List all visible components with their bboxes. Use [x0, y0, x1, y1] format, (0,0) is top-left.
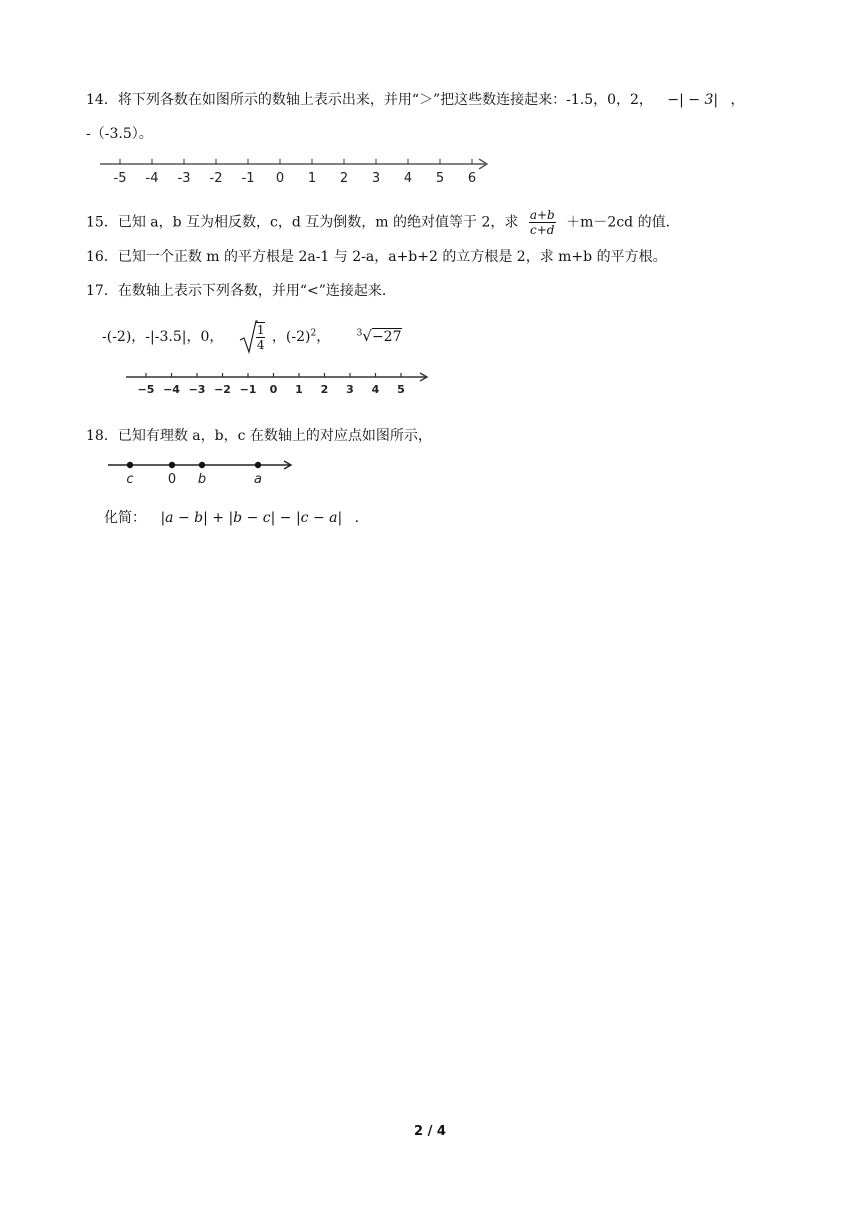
q17-tick-label: −3 [188, 383, 206, 396]
q18-point-origin [169, 462, 175, 468]
q14-tick-label: 4 [403, 171, 413, 186]
q18-point-label: c [126, 472, 134, 487]
q15-suffix: ＋m－2cd 的值. [566, 214, 671, 231]
q15-fraction-denominator: c+d [530, 223, 555, 237]
q18-text: 18．已知有理数 a，b，c 在数轴上的对应点如图所示， [86, 428, 432, 444]
q18-simplify [104, 508, 359, 528]
sqrt-sign-icon [238, 320, 258, 354]
q18-expression: |a − b| + |b − c| − |c − a| [160, 510, 343, 526]
q17-numbers-prefix: -(-2)，-|-3.5|，0， [102, 329, 224, 345]
q15-fraction [529, 208, 556, 237]
q17-power-base: ，(-2) [271, 329, 311, 345]
q18-point-c [127, 462, 133, 468]
q17-cbrt-radicand: −27 [371, 329, 402, 345]
q18-point-b [199, 462, 205, 468]
q18-point-a [255, 462, 261, 468]
q18-expression-tail: . [354, 510, 360, 526]
q14-text: 14．将下列各数在如图所示的数轴上表示出来，并用“＞”把这些数连接起来：-1.5，0，2， [86, 92, 653, 108]
q17-comma: ， [316, 329, 331, 345]
q17-tick-label: 4 [371, 383, 380, 396]
q18-point-label: a [254, 472, 262, 487]
q17-tick-label: 5 [397, 383, 405, 396]
q17-sqrt-denominator: 4 [256, 338, 265, 352]
q14-abs-expression: −| − 3| [667, 92, 719, 108]
q18-point-label: b [197, 472, 207, 487]
q17-sqrt-numerator: 1 [256, 323, 265, 337]
q14-line1-tail: ， [730, 92, 745, 108]
q14-tick-label: 3 [371, 171, 381, 186]
page-number: 2 / 4 [414, 1124, 446, 1139]
q14-tick-label: 6 [467, 171, 477, 186]
q14-number-line [96, 154, 496, 188]
q14-tick-label: -3 [177, 171, 191, 186]
q18-simplify-label: 化简： [104, 510, 146, 526]
q17-tick-label: −4 [163, 383, 180, 396]
q17-tick-label: −1 [239, 383, 257, 396]
q17-tick-label: 1 [295, 383, 303, 396]
q14-tick-label: 1 [307, 171, 317, 186]
q14-line1 [86, 90, 745, 110]
q17-tick-label: 0 [269, 383, 278, 396]
q15-line [86, 208, 670, 237]
q14-tick-label: 5 [435, 171, 445, 186]
q18-number-line [104, 456, 304, 490]
q17-tick-label: −5 [137, 383, 155, 396]
q17-number-line [124, 368, 434, 400]
q14-line2: -（-3.5）。 [86, 126, 153, 142]
radical-sign-icon: √ [362, 327, 372, 345]
q18-point-label: 0 [167, 472, 177, 487]
q17-tick-label: 3 [346, 383, 354, 396]
q17-sqrt [238, 320, 268, 354]
q14-tick-label: -2 [209, 171, 223, 186]
q17-text: 17．在数轴上表示下列各数，并用“<”连接起来. [86, 283, 387, 299]
q17-exponent: 2 [310, 328, 317, 339]
q14-tick-label: 0 [275, 171, 285, 186]
q14-tick-label: 2 [339, 171, 349, 186]
q17-numbers [102, 320, 402, 354]
q16-text: 16．已知一个正数 m 的平方根是 2a-1 与 2-a，a+b+2 的立方根是 2，求 m+b 的平方根。 [86, 249, 667, 265]
q15-fraction-numerator: a+b [529, 208, 555, 222]
q17-tick-label: −2 [214, 383, 231, 396]
q15-text: 15．已知 a，b 互为相反数，c，d 互为倒数，m 的绝对值等于 2，求 [86, 214, 519, 231]
q17-cbrt-index: 3 [356, 328, 363, 339]
q17-tick-label: 2 [320, 383, 329, 396]
q14-tick-label: -5 [113, 171, 127, 186]
q17-cbrt [357, 329, 402, 345]
q14-tick-label: -4 [145, 171, 159, 186]
q14-tick-label: -1 [241, 171, 255, 186]
q17-sqrt-fraction [256, 322, 266, 352]
